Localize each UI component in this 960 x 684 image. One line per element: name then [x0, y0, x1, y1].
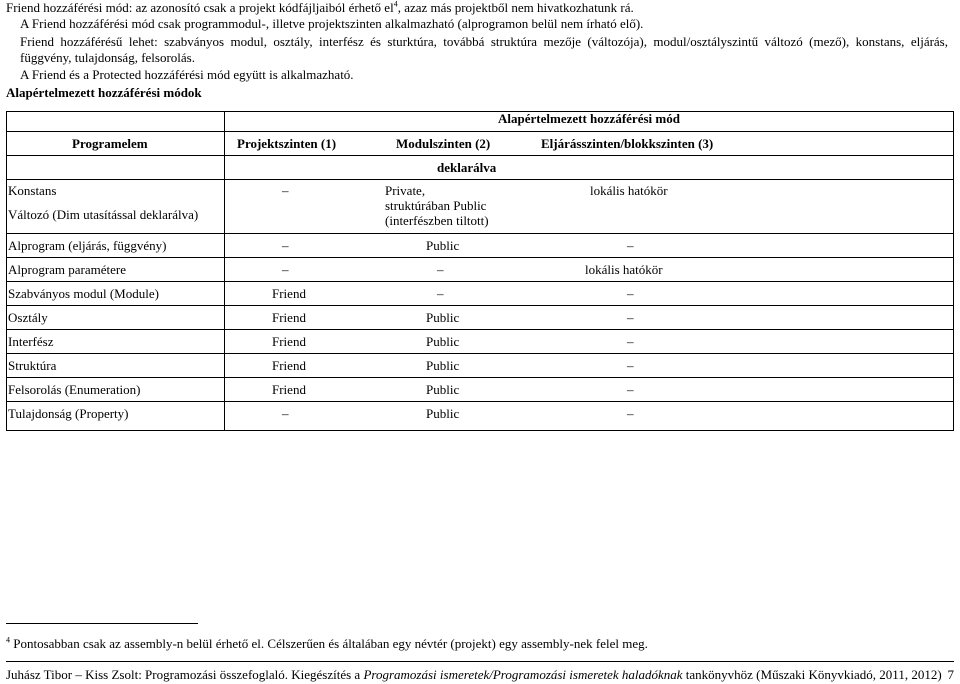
header-group: Alapértelmezett hozzáférési mód [498, 111, 680, 126]
row-name: Konstans [8, 183, 57, 198]
table-rule [6, 377, 954, 378]
cell-projekt: Friend [272, 358, 306, 373]
cell-modul: Public [426, 238, 460, 253]
cell-eljaras: – [627, 310, 634, 325]
cell-eljaras: – [627, 406, 634, 421]
table-rule [6, 401, 954, 402]
table-column-rule [224, 111, 225, 431]
table-rule [6, 233, 954, 234]
cell-projekt: Friend [272, 286, 306, 301]
row-name: Szabványos modul (Module) [8, 286, 159, 301]
table-rule [6, 329, 954, 330]
intro-line-2: A Friend hozzáférési mód csak programmodul-, illetve projektszinten alkalmazható (alprogramon belül nem írható elő). [20, 16, 644, 31]
cell-modul: (interfészben tiltott) [385, 213, 489, 228]
cell-modul: – [437, 286, 444, 301]
cell-eljaras: – [627, 238, 634, 253]
cell-eljaras: – [627, 286, 634, 301]
cell-projekt: – [282, 262, 289, 277]
table-rule [6, 257, 954, 258]
table-rule [6, 155, 954, 156]
cell-projekt: Friend [272, 310, 306, 325]
cell-modul: Public [426, 382, 460, 397]
table-rule [6, 305, 954, 306]
footnote-number: 4 [6, 635, 10, 645]
col-modul: Modulszinten (2) [396, 136, 491, 151]
cell-modul: Public [426, 310, 460, 325]
footer-book-title: Programozási ismeretek/Programozási ismeretek haladóknak [363, 667, 683, 682]
table-rule [6, 131, 954, 132]
section-title: Alapértelmezett hozzáférési módok [6, 85, 202, 100]
footer-publisher: tankönyvhöz (Műszaki Könyvkiadó, 2011, 2012) [682, 667, 942, 682]
table-rule [6, 353, 954, 354]
row-name: Alprogram paramétere [8, 262, 127, 277]
row-name: Interfész [8, 334, 54, 349]
cell-projekt: Friend [272, 382, 306, 397]
col-programelem: Programelem [72, 136, 148, 151]
footnote [6, 636, 648, 652]
cell-modul: Private, [385, 183, 426, 198]
cell-modul: struktúrában Public [385, 198, 487, 213]
cell-modul: Public [426, 358, 460, 373]
footer-authors: Juhász Tibor – Kiss Zsolt: Programozási összefoglaló. Kiegészítés a [6, 667, 364, 682]
intro-line-3: Friend hozzáférésű lehet: szabványos modul, osztály, interfész és sturktúra, továbbá struktúra mezője (változója), modul/osztályszintű változó (mező), konstans, eljárás, függvény, tulajdonság, felsorolás. [20, 34, 948, 65]
row-name: Struktúra [8, 358, 57, 373]
footer-rule [6, 661, 954, 662]
intro-line-4: A Friend és a Protected hozzáférési mód együtt is alkalmazható. [20, 67, 354, 82]
cell-eljaras: – [627, 334, 634, 349]
cell-modul: Public [426, 334, 460, 349]
col-eljaras: Eljárásszinten/blokkszinten (3) [541, 136, 714, 151]
cell-eljaras: lokális hatókör [590, 183, 668, 198]
row-name: Alprogram (eljárás, függvény) [8, 238, 167, 253]
row-name: Felsorolás (Enumeration) [8, 382, 141, 397]
cell-eljaras: – [627, 382, 634, 397]
cell-modul: Public [426, 406, 460, 421]
intro-line-1a: Friend hozzáférési mód: az azonosító csak a projekt kódfájljaiból érhető el [6, 0, 394, 15]
row-name: Változó (Dim utasítással deklarálva) [8, 207, 199, 222]
cell-projekt: – [282, 183, 289, 198]
cell-modul: – [437, 262, 444, 277]
col-projekt: Projektszinten (1) [237, 136, 337, 151]
page-footer [6, 667, 954, 683]
footnote-ref[interactable]: 4 [393, 0, 398, 9]
table-rule [6, 281, 954, 282]
table-rule [6, 179, 954, 180]
footnote-rule [6, 623, 198, 624]
cell-projekt: – [282, 238, 289, 253]
access-table [6, 111, 954, 431]
row-name: Tulajdonság (Property) [8, 406, 129, 421]
intro-line-1 [6, 0, 634, 16]
intro-line-1b: , azaz más projektből nem hivatkozhatunk rá. [397, 0, 634, 15]
cell-projekt: – [282, 406, 289, 421]
row-name: Osztály [8, 310, 48, 325]
page-number: 7 [947, 667, 954, 682]
cell-projekt: Friend [272, 334, 306, 349]
deklaralva-label: deklarálva [437, 160, 497, 175]
footnote-text: Pontosabban csak az assembly-n belül érhető el. Célszerűen és általában egy névtér (projekt) egy assembly-nek felel meg. [10, 636, 648, 651]
cell-eljaras: – [627, 358, 634, 373]
cell-eljaras: lokális hatókör [585, 262, 663, 277]
